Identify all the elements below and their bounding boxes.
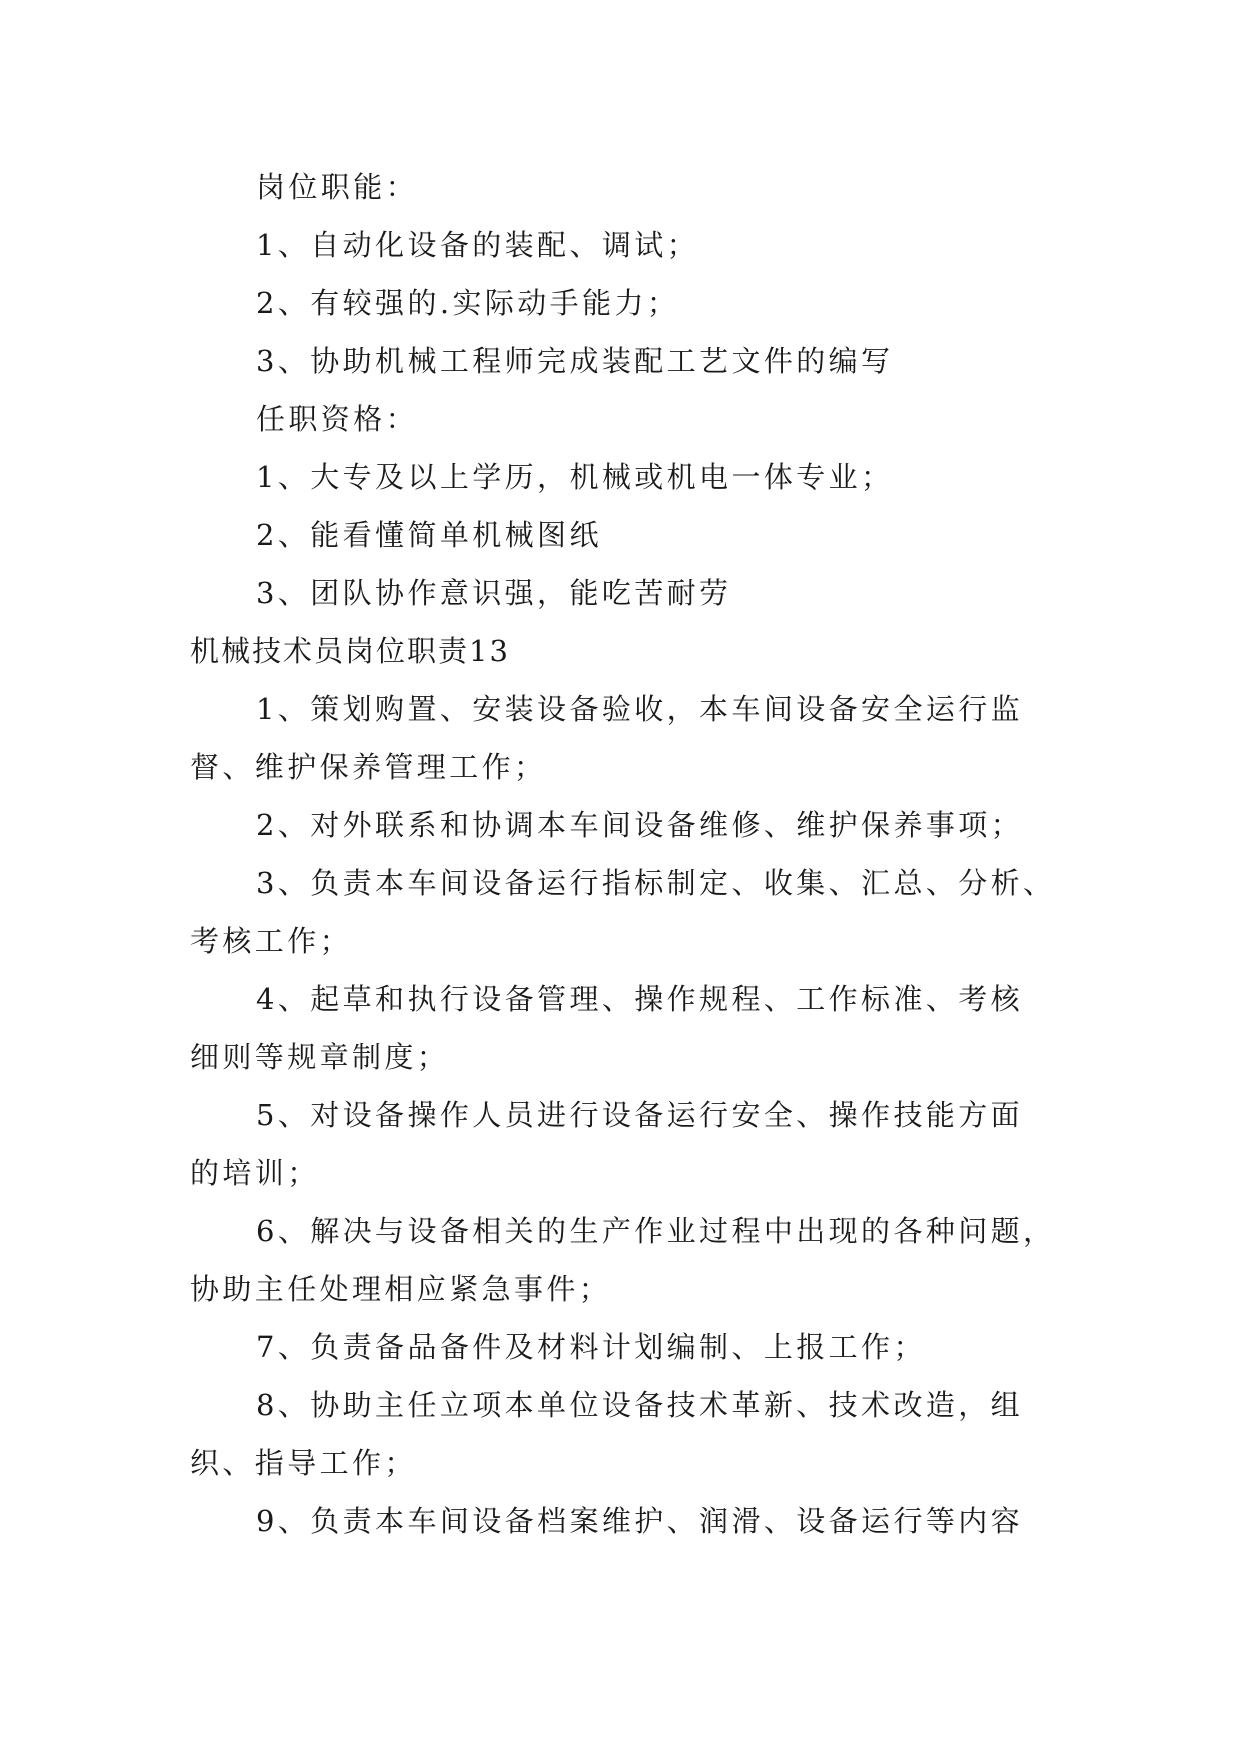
paragraph-line: 3、协助机械工程师完成装配工艺文件的编写 [256,344,894,378]
paragraph-line: 2、有较强的.实际动手能力； [256,286,680,320]
paragraph-line: 3、团队协作意识强，能吃苦耐劳 [256,576,732,610]
section-title: 机械技术员岗位职责13 [190,634,510,668]
paragraph-line: 的培训； [190,1156,320,1190]
paragraph-line: 协助主任处理相应紧急事件； [190,1272,612,1306]
paragraph-line: 1、自动化设备的装配、调试； [256,228,700,262]
paragraph-line: 1、大专及以上学历，机械或机电一体专业； [256,460,894,494]
section-heading-duties: 岗位职能： [256,170,419,204]
paragraph-line: 9、负责本车间设备档案维护、润滑、设备运行等内容 [256,1504,1024,1538]
paragraph-line: 6、解决与设备相关的生产作业过程中出现的各种问题， [256,1214,1056,1248]
section-heading-qualifications: 任职资格： [256,402,419,436]
paragraph-line: 2、对外联系和协调本车间设备维修、维护保养事项； [256,808,1024,842]
paragraph-line: 8、协助主任立项本单位设备技术革新、技术改造，组 [256,1388,1024,1422]
paragraph-line: 2、能看懂简单机械图纸 [256,518,602,552]
paragraph-line: 细则等规章制度； [190,1040,450,1074]
paragraph-line: 织、指导工作； [190,1446,417,1480]
paragraph-line: 1、策划购置、安装设备验收，本车间设备安全运行监 [256,692,1024,726]
paragraph-line: 考核工作； [190,924,353,958]
document-body [190,158,1060,1550]
paragraph-line: 5、对设备操作人员进行设备运行安全、操作技能方面 [256,1098,1024,1132]
paragraph-line: 7、负责备品备件及材料计划编制、上报工作； [256,1330,926,1364]
paragraph-line: 督、维护保养管理工作； [190,750,547,784]
paragraph-line: 4、起草和执行设备管理、操作规程、工作标准、考核 [256,982,1024,1016]
paragraph-line: 3、负责本车间设备运行指标制定、收集、汇总、分析、 [256,866,1056,900]
